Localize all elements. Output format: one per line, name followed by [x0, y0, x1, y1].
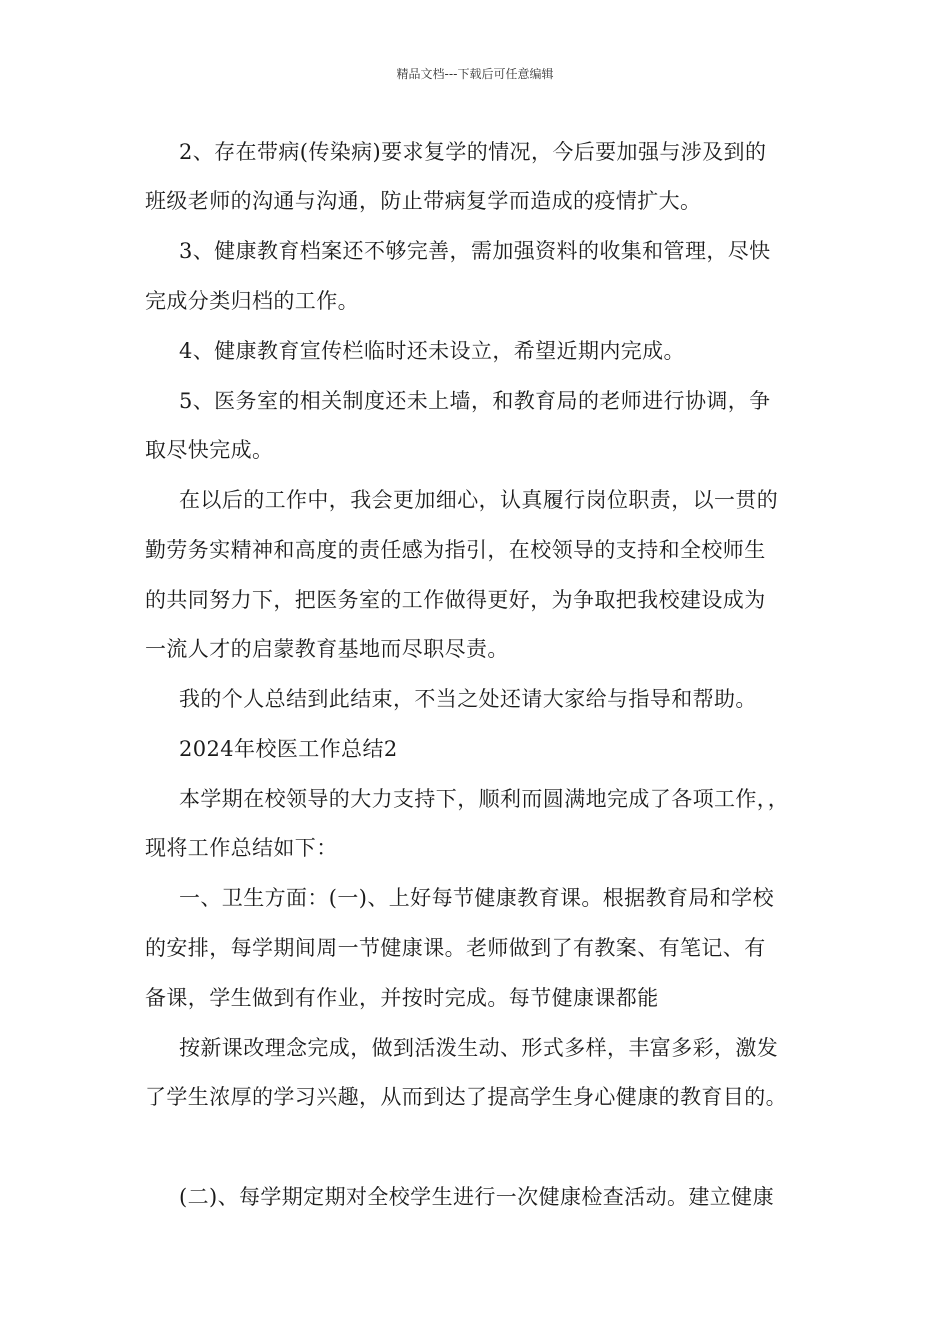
text-line: 的安排，每学期间周一节健康课。老师做到了有教案、有笔记、有 — [145, 936, 766, 960]
text-line: 5、医务室的相关制度还未上墙，和教育局的老师进行协调，争 — [179, 389, 771, 413]
text-line: 按新课改理念完成，做到活泼生动、形式多样，丰富多彩，激发 — [179, 1036, 779, 1060]
text-line: 2、存在带病(传染病)要求复学的情况，今后要加强与涉及到的 — [179, 140, 767, 164]
page-header: 精品文档---下载后可任意编辑 — [396, 67, 554, 81]
text-line: 我的个人总结到此结束，不当之处还请大家给与指导和帮助。 — [179, 687, 757, 711]
text-line: 的共同努力下，把医务室的工作做得更好，为争取把我校建设成为 — [145, 588, 766, 612]
text-line: 取尽快完成。 — [145, 438, 274, 462]
text-line: 本学期在校领导的大力支持下，顺利而圆满地完成了各项工作，， — [179, 787, 790, 811]
text-line: 一流人才的启蒙教育基地而尽职尽责。 — [145, 637, 509, 661]
section-heading: 2024年校医工作总结2 — [179, 737, 398, 761]
text-line: 一、卫生方面：(一)、上好每节健康教育课。根据教育局和学校 — [179, 886, 774, 910]
text-line: 了学生浓厚的学习兴趣，从而到达了提高学生身心健康的教育目的。 — [145, 1085, 787, 1109]
text-line: 班级老师的沟通与沟通，防止带病复学而造成的疫情扩大。 — [145, 189, 702, 213]
text-line: 勤劳务实精神和高度的责任感为指引，在校领导的支持和全校师生 — [145, 538, 766, 562]
text-line: 在以后的工作中，我会更加细心，认真履行岗位职责，以一贯的 — [179, 488, 779, 512]
text-line: (二)、每学期定期对全校学生进行一次健康检查活动。建立健康 — [179, 1185, 774, 1209]
text-line: 4、健康教育宣传栏临时还未设立，希望近期内完成。 — [179, 339, 685, 363]
text-line: 3、健康教育档案还不够完善，需加强资料的收集和管理，尽快 — [179, 239, 771, 263]
text-line: 现将工作总结如下： — [145, 836, 338, 860]
text-line: 完成分类归档的工作。 — [145, 289, 359, 313]
text-line: 备课，学生做到有作业，并按时完成。每节健康课都能 — [145, 986, 659, 1010]
